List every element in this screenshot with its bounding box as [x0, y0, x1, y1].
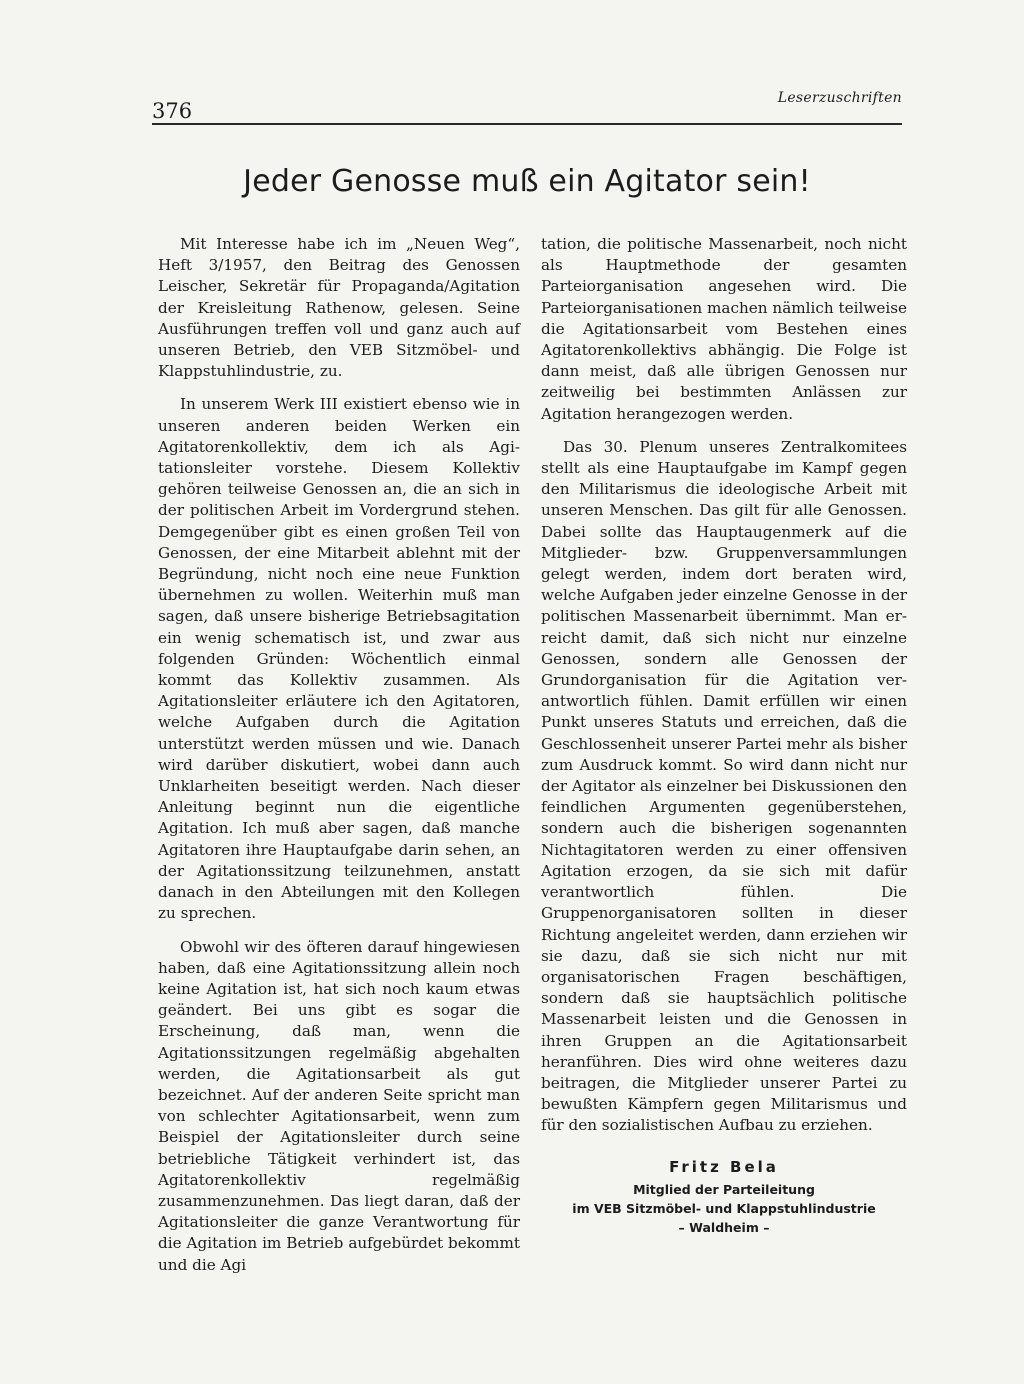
author-name: Fritz Bela	[669, 1158, 779, 1176]
author-role: Mitglied der Parteileitung	[633, 1182, 815, 1197]
paragraph-continuation: tation, die politische Massenarbeit, noch nicht als Hauptmethode der gesamten Parteiorganisation angesehen wird. Die Parteiorganisationen machen nämlich teilweise die Agitationsarbeit vom Bestehen eines Agitatorenkollektivs abhängig. Die Folge ist dann meist, daß alle übrigen Genossen nur zeitweilig bei bestimmten Anlässen zur Agitation herangezogen werden.	[541, 235, 907, 423]
article-title: Jeder Genosse muß ein Agitator sein!	[243, 164, 811, 199]
left-column	[158, 234, 520, 1288]
paragraph: Mit Interesse habe ich im „Neuen Weg“, Heft 3/1957, den Beitrag des Genossen Leischer, Sekretär für Propaganda/Agitation der Kreisleitung Rathenow, gelesen. Seine Ausführungen treffen voll und ganz auch auf unseren Betrieb, den VEB Sitzmöbel- und Klappstuhlindustrie, zu.	[158, 235, 520, 381]
section-label: Leserzuschriften	[777, 90, 902, 106]
author-organization: im VEB Sitzmöbel- und Klappstuhlindustrie	[572, 1201, 876, 1216]
paragraph: Das 30. Plenum unseres Zentralkomitees stellt als eine Hauptaufgabe im Kampf gegen den Militarismus die ideologische Arbeit mit unseren Menschen. Das gilt für alle Genossen. Dabei sollte das Hauptaugenmerk auf die Mitglieder- bzw. Gruppenversammlungen gelegt werden, indem dort beraten wird, welche Aufgaben jeder einzelne Genosse in der politischen Massenarbeit übernimmt. Man erreicht damit, daß sich nicht nur einzelne Genossen, sondern alle Genossen der Grundorganisation für die Agitation verantwortlich fühlen. Damit erfüllen wir einen Punkt unseres Statuts und erreichen, daß die Geschlossenheit unserer Partei mehr als bisher zum Ausdruck kommt. So wird dann nicht nur der Agitator als einzelner bei Diskussionen den feindlichen Argumenten gegenüberstehen, sondern auch die bisherigen sogenannten Nichtagitatoren werden zu einer offensiven Agitation erzogen, da sie sich mit dafür verantwortlich fühlen. Die Gruppenorganisatoren sollten in dieser Richtung angeleitet werden, dann erziehen wir sie dazu, daß sie sich nicht nur mit organisatorischen Fragen beschäftigen, sondern daß sie hauptsächlich politische Massenarbeit leisten und die Genossen in ihren Gruppen an die Agitationsarbeit heranführen. Dies wird ohne weiteres dazu beitragen, die Mitglieder unserer Partei zu bewußten Kämpfern gegen Militarismus und für den sozialistischen Aufbau zu erziehen.	[541, 437, 907, 1135]
header-rule	[152, 123, 902, 125]
paragraph: Obwohl wir des öfteren darauf hingewiesen haben, daß eine Agitationssitzung allein noch keine Agitation ist, hat sich noch kaum etwas geändert. Bei uns gibt es sogar die Erscheinung, daß man, wenn die Agitationssitzungen regelmäßig abgehalten werden, die Agitationsarbeit als gut bezeichnet. Auf der anderen Seite spricht man von schlechter Agitationsarbeit, wenn zum Beispiel der Agitationsleiter durch seine betriebliche Tätigkeit verhindert ist, das Agitatorenkollektiv regelmäßig zusammenzunehmen. Das liegt daran, daß der Agitationsleiter die ganze Verantwortung für die Agitation im Betrieb aufgebürdet bekommt und die Agi	[158, 937, 520, 1274]
paragraph: In unserem Werk III existiert ebenso wie in unseren anderen beiden Werken ein Agitatorenkollektiv, dem ich als Agitationsleiter vorstehe. Diesem Kollektiv gehören teilweise Genossen an, die an sich in der politischen Arbeit im Vordergrund stehen. Demgegenüber gibt es einen großen Teil von Genossen, der eine Mitarbeit ablehnt mit der Begründung, nicht noch eine neue Funktion übernehmen zu wollen. Weiterhin muß man sagen, daß unsere bisherige Betriebsagitation ein wenig schematisch ist, und zwar aus folgenden Gründen: Wöchentlich einmal kommt das Kollektiv zusammen. Als Agitationsleiter erläutere ich den Agitatoren, welche Aufgaben durch die Agitation unterstützt werden müssen und wie. Danach wird darüber diskutiert, wobei dann auch Unklarheiten beseitigt werden. Nach dieser Anleitung beginnt nun die eigentliche Agitation. Ich muß aber sagen, daß manche Agitatoren ihre Hauptaufgabe darin sehen, an der Agitationssitzung teilzunehmen, anstatt danach in den Abteilungen mit den Kollegen zu sprechen.	[158, 395, 520, 923]
page-number: 376	[152, 99, 193, 123]
right-column	[541, 234, 907, 1149]
author-location: – Waldheim –	[678, 1220, 770, 1235]
author-signature	[541, 1158, 907, 1237]
